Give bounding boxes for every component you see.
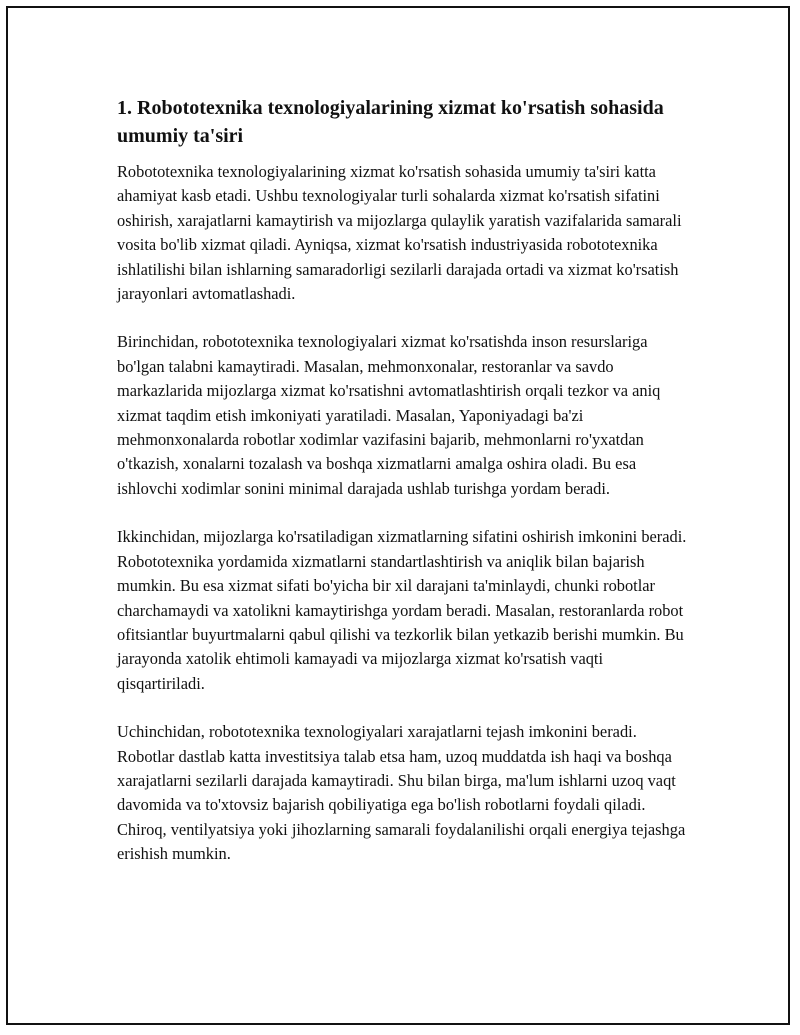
paragraph-first: Birinchidan, robototexnika texnologiyalari xizmat ko'rsatishda inson resurslariga bo'lgan talabni kamaytiradi. Masalan, mehmonxonalar, restoranlar va savdo markazlarida mijozlarga xizmat ko'rsatishni avtomatlashtirish orqali tezkor va aniq xizmat taqdim etish imkoniyati yaratiladi. Masalan, Yaponiyadagi ba'zi mehmonxonalarda robotlar xodimlar vazifasini bajarib, mehmonlarni ro'yxatdan o'tkazish, xonalarni tozalash va boshqa xizmatlarni amalga oshira oladi. Bu esa ishlovchi xodimlar sonini minimal darajada ushlab turishga yordam beradi. [117, 332, 661, 498]
document-body [117, 94, 687, 891]
paragraph-second: Ikkinchidan, mijozlarga ko'rsatiladigan xizmatlarning sifatini oshirish imkonini beradi. Robototexnika yordamida xizmatlarni standartlashtirish va aniqlik bilan bajarish mumkin. Bu esa xizmat sifati bo'yicha bir xil darajani ta'minlaydi, chunki robotlar charchamaydi va xatolikni kamaytirishga yordam beradi. Masalan, restoranlarda robot ofitsiantlar buyurtmalarni qabul qilishi va tezkorlik bilan yetkazib berishi mumkin. Bu jarayonda xatolik ehtimoli kamayadi va mijozlarga xizmat ko'rsatish vaqti qisqartiriladi. [117, 527, 687, 693]
paragraph-third: Uchinchidan, robototexnika texnologiyalari xarajatlarni tejash imkonini beradi. Robotlar dastlab katta investitsiya talab etsa ham, uzoq muddatda ish haqi va boshqa xarajatlarni sezilarli darajada kamaytiradi. Shu bilan birga, ma'lum ishlarni uzoq vaqt davomida va to'xtovsiz bajarish qobiliyatiga ega bo'lish robotlarni foydali qiladi. Chiroq, ventilyatsiya yoki jihozlarning samarali foydalanilishi orqali energiya tejashga erishish mumkin. [117, 722, 686, 864]
section-heading: 1. Robototexnika texnologiyalarining xizmat ko'rsatish sohasida umumiy ta'siri [117, 97, 664, 147]
paragraph-intro: Robototexnika texnologiyalarining xizmat ko'rsatish sohasida umumiy ta'siri katta ahamiyat kasb etadi. Ushbu texnologiyalar turli sohalarda xizmat ko'rsatish sifatini oshirish, xarajatlarni kamaytirish va mijozlarga qulaylik yaratish vazifalarida samarali vosita bo'lib xizmat qiladi. Ayniqsa, xizmat ko'rsatish industriyasida robototexnika ishlatilishi bilan ishlarning samaradorligi sezilarli darajada ortadi va xizmat ko'rsatish jarayonlari avtomatlashadi. [117, 162, 682, 304]
